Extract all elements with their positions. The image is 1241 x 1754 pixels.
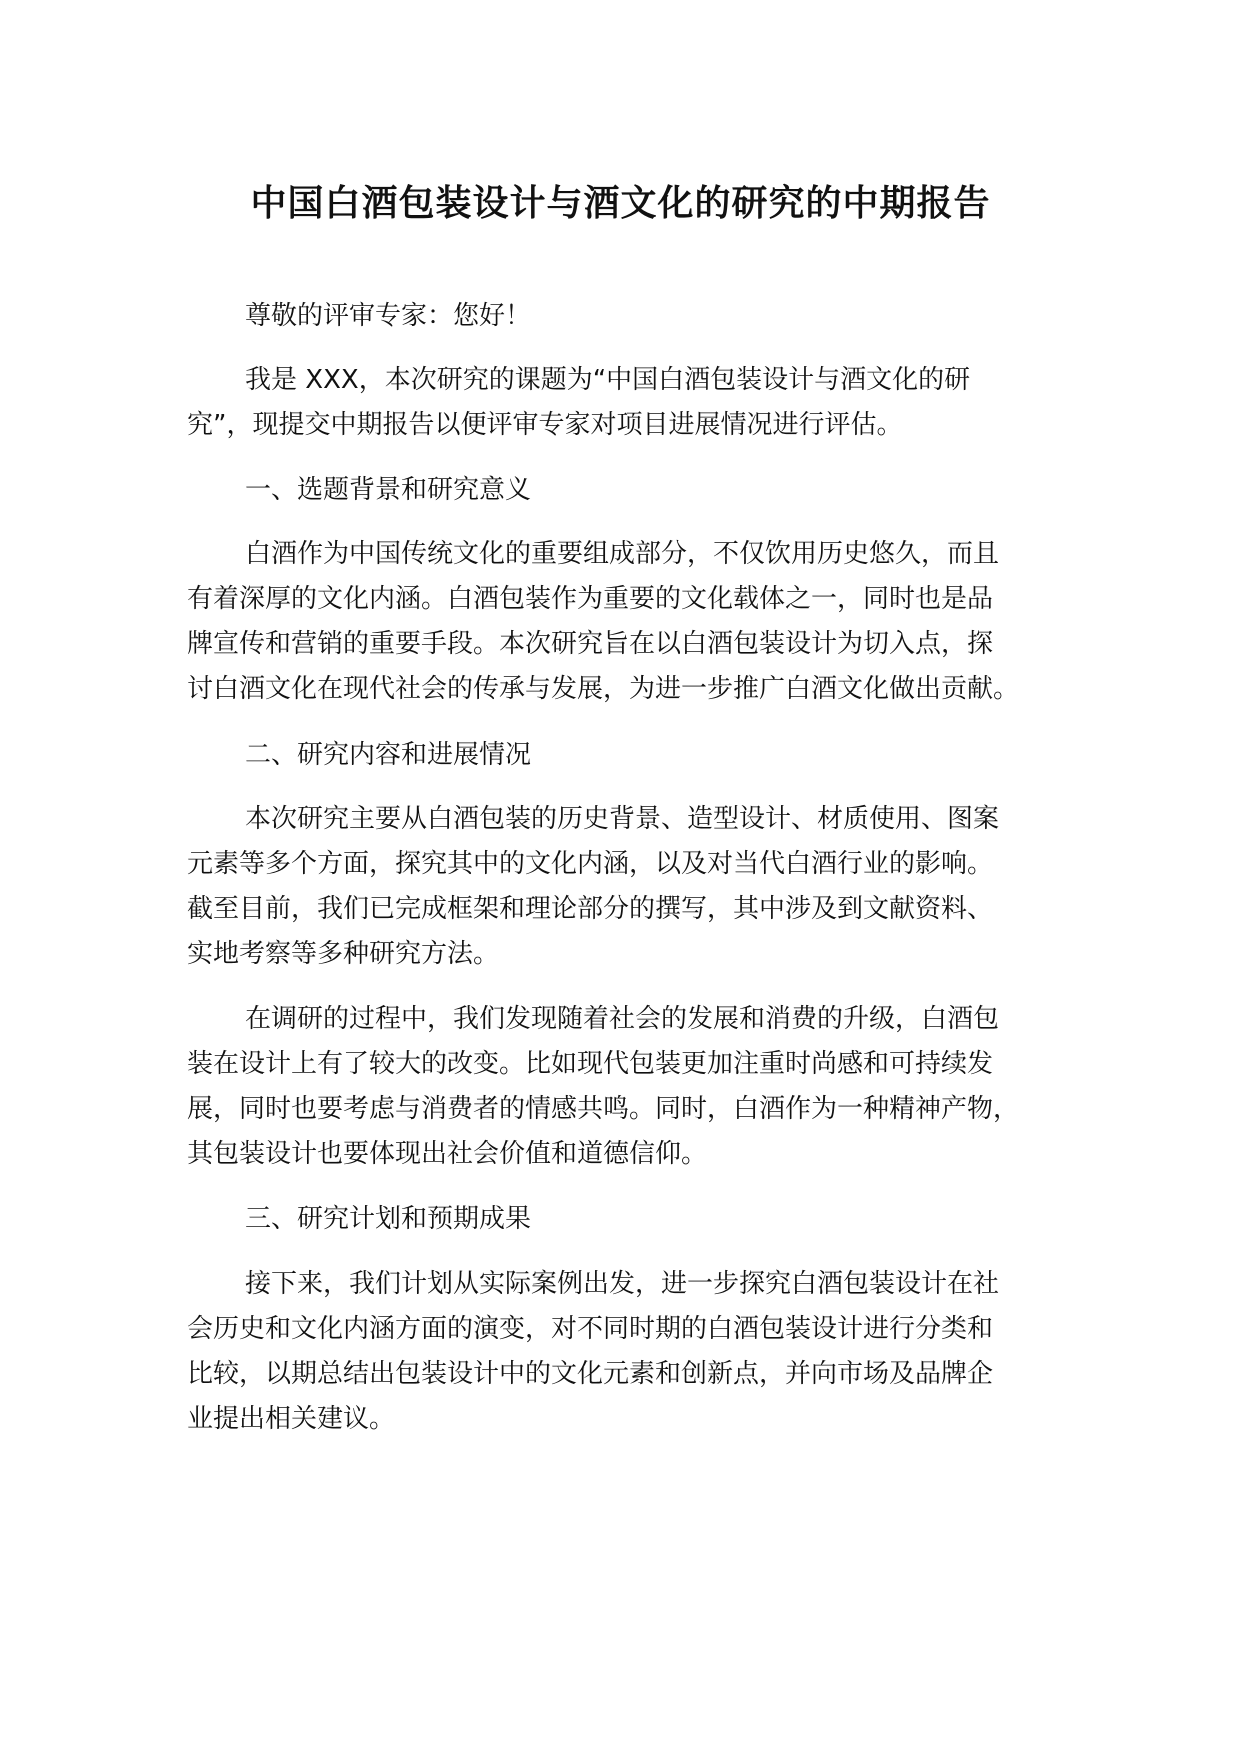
paragraph-3-line-3: 展，同时也要考虑与消费者的情感共鸣。同时，白酒作为一种精神产物，: [187, 1094, 1020, 1124]
paragraph-3-line-1: 在调研的过程中，我们发现随着社会的发展和消费的升级，白酒包: [245, 1004, 1000, 1034]
document-title: 中国白酒包装设计与酒文化的研究的中期报告: [250, 183, 991, 224]
paragraph-1-line-2: 有着深厚的文化内涵。白酒包装作为重要的文化载体之一，同时也是品: [187, 584, 994, 614]
intro-line-1: 我是 XXX，本次研究的课题为“中国白酒包装设计与酒文化的研: [245, 365, 971, 395]
paragraph-1-line-3: 牌宣传和营销的重要手段。本次研究旨在以白酒包装设计为切入点，探: [187, 629, 994, 659]
paragraph-1-line-1: 白酒作为中国传统文化的重要组成部分，不仅饮用历史悠久，而且: [245, 539, 1000, 569]
paragraph-4-line-3: 比较，以期总结出包装设计中的文化元素和创新点，并向市场及品牌企: [187, 1359, 994, 1389]
intro-line-2: 究”，现提交中期报告以便评审专家对项目进展情况进行评估。: [187, 410, 903, 440]
paragraph-2-line-1: 本次研究主要从白酒包装的历史背景、造型设计、材质使用、图案: [245, 804, 1000, 834]
paragraph-2-line-4: 实地考察等多种研究方法。: [187, 939, 500, 969]
salutation: 尊敬的评审专家：您好！: [245, 301, 532, 331]
paragraph-1-line-4: 讨白酒文化在现代社会的传承与发展，为进一步推广白酒文化做出贡献。: [187, 674, 1020, 704]
paragraph-4-line-4: 业提出相关建议。: [187, 1404, 396, 1434]
section-heading-3: 三、研究计划和预期成果: [245, 1204, 532, 1234]
section-heading-2: 二、研究内容和进展情况: [245, 740, 532, 770]
paragraph-4-line-1: 接下来，我们计划从实际案例出发，进一步探究白酒包装设计在社: [245, 1269, 1000, 1299]
paragraph-3-line-4: 其包装设计也要体现出社会价值和道德信仰。: [187, 1139, 708, 1169]
paragraph-2-line-3: 截至目前，我们已完成框架和理论部分的撰写，其中涉及到文献资料、: [187, 894, 994, 924]
section-heading-1: 一、选题背景和研究意义: [245, 475, 532, 505]
paragraph-4-line-2: 会历史和文化内涵方面的演变，对不同时期的白酒包装设计进行分类和: [187, 1314, 994, 1344]
paragraph-3-line-2: 装在设计上有了较大的改变。比如现代包装更加注重时尚感和可持续发: [187, 1049, 994, 1079]
paragraph-2-line-2: 元素等多个方面，探究其中的文化内涵，以及对当代白酒行业的影响。: [187, 849, 994, 879]
